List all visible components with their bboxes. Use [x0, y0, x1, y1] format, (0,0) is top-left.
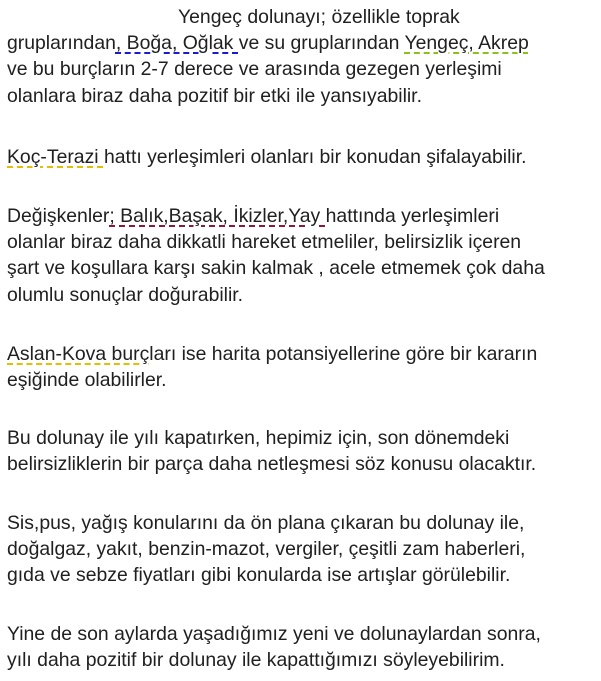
paragraph-line	[7, 341, 599, 367]
text-segment: ları ise harita potansiyellerine göre bir kararın	[149, 343, 538, 365]
text-segment: ve bu burçların 2-7 derece ve arasında gezegen yerleşimi	[7, 58, 502, 81]
paragraph-line	[7, 144, 599, 170]
paragraph-5	[7, 425, 599, 477]
text-segment: Yine de son aylarda yaşadığımız yeni ve dolunaylardan sonra,	[7, 623, 541, 645]
paragraph-line	[7, 229, 599, 255]
paragraph-line	[7, 56, 599, 82]
text-segment: Yengeç dolunayı; özellikle toprak	[178, 6, 460, 28]
text-segment: eşiğinde olabilirler.	[7, 369, 167, 392]
text-segment: ve su gruplarından	[238, 32, 405, 55]
paragraph-1	[7, 4, 599, 109]
text-segment: Sis,pus, yağış konularını da ön plana çıkaran bu dolunay ile,	[7, 512, 525, 534]
underlined-signs-water: Yengeç, Akrep	[404, 32, 529, 55]
text-segment: doğalgaz, yakıt, benzin-mazot, vergiler, çeşitli zam haberleri,	[7, 538, 526, 561]
text-segment: olumlu sonuçlar doğurabilir.	[7, 283, 244, 306]
text-segment: Bu dolunay ile yılı kapatırken, hepimiz için, son dönemdeki	[7, 427, 510, 449]
paragraph-line	[7, 536, 599, 562]
text-segment: yılı daha pozitif bir dolunay ile kapattığımızı söyleyebilirim.	[7, 649, 505, 672]
paragraph-7	[7, 621, 599, 673]
paragraph-line	[7, 451, 599, 477]
text-segment: şart ve koşullara karşı sakin kalmak , acele etmemek çok daha	[7, 257, 545, 280]
text-segment: hattı yerleşimleri olanları bir konudan şifalayabilir.	[103, 146, 527, 168]
text-segment: olanlar biraz daha dikkatli hareket etmeliler, belirsizlik içeren	[7, 231, 522, 254]
text-segment: olanlara biraz daha pozitif bir etki ile yansıyabilir.	[7, 84, 422, 107]
paragraph-4	[7, 341, 599, 393]
paragraph-line	[7, 30, 599, 56]
paragraph-line	[7, 367, 599, 393]
paragraph-line	[7, 647, 599, 673]
paragraph-2	[7, 144, 599, 170]
paragraph-line	[7, 203, 599, 229]
paragraph-line	[7, 562, 599, 588]
underlined-mutable-signs: ; Balık,Başak, İkizler,Yay	[109, 205, 326, 227]
paragraph-line	[7, 83, 599, 109]
paragraph-line	[7, 4, 599, 30]
paragraph-line	[7, 425, 599, 451]
paragraph-3	[7, 203, 599, 308]
paragraph-line	[7, 282, 599, 308]
underlined-aries-libra: Koç-Terazi	[7, 146, 104, 168]
text-segment: gruplarından	[7, 32, 116, 55]
paragraph-line	[7, 255, 599, 281]
paragraph-line	[7, 510, 599, 536]
text-segment: hattında yerleşimleri	[325, 205, 500, 227]
text-segment: Değişkenler	[7, 205, 110, 227]
paragraph-line	[7, 621, 599, 647]
text-segment: gıda ve sebze fiyatları gibi konularda ise artışlar görülebilir.	[7, 564, 511, 587]
paragraph-6	[7, 510, 599, 589]
underlined-signs-earth: , Boğa, Oğlak	[115, 32, 239, 55]
underlined-leo-aquarius: Aslan-Kova burç	[7, 343, 150, 365]
text-segment: belirsizliklerin bir parça daha netleşmesi söz konusu olacaktır.	[7, 453, 537, 476]
